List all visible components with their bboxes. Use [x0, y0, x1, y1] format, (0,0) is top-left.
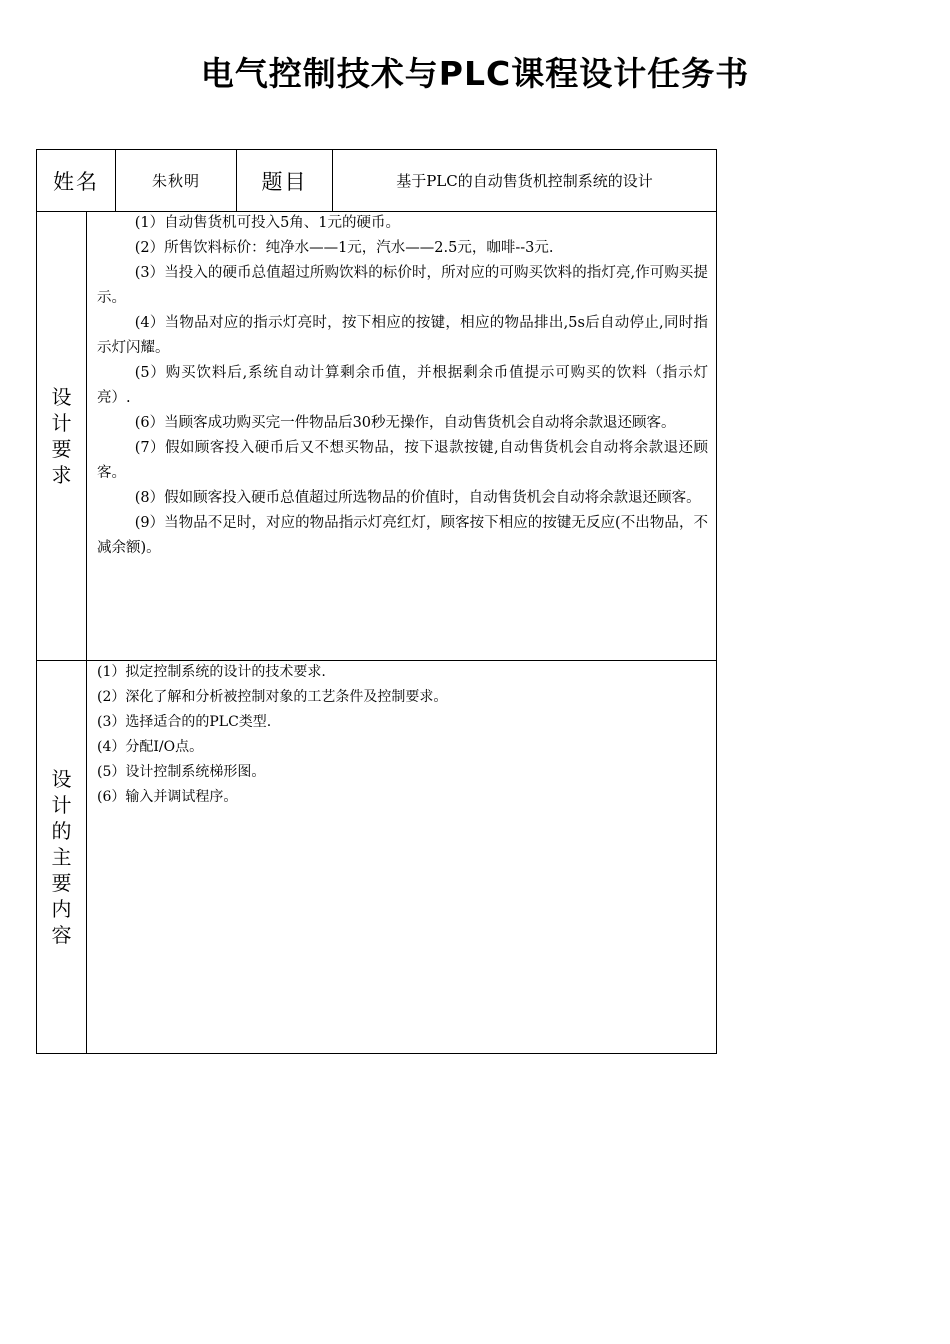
- content-item: (1）拟定控制系统的设计的技术要求.: [97, 664, 326, 680]
- name-value: 朱秋明: [116, 150, 237, 211]
- requirement-item: (5）购买饮料后,系统自动计算剩余币值，并根据剩余币值提示可购买的饮料（指示灯亮）.: [97, 365, 708, 406]
- content-item: (5）设计控制系统梯形图。: [97, 764, 266, 780]
- requirement-item: (3）当投入的硬币总值超过所购饮料的标价时，所对应的可购买饮料的指灯亮,作可购买提示。: [97, 265, 708, 306]
- requirement-item: (6）当顾客成功购买完一件物品后30秒无操作，自动售货机会自动将余款退还顾客。: [134, 415, 676, 431]
- document-title: 电气控制技术与PLC课程设计任务书: [200, 54, 750, 93]
- requirements-list: [97, 211, 708, 561]
- main-content-row: [37, 660, 716, 1053]
- requirements-label-cell: [37, 211, 87, 660]
- requirement-item: (4）当物品对应的指示灯亮时，按下相应的按键，相应的物品排出,5s后自动停止,同时指示灯闪耀。: [97, 315, 708, 356]
- task-form-table: [36, 149, 717, 1054]
- main-content-label: 设计的主要内容: [51, 766, 72, 947]
- main-content-list: [97, 660, 708, 810]
- content-item: (2）深化了解和分析被控制对象的工艺条件及控制要求。: [97, 689, 448, 705]
- topic-value: 基于PLC的自动售货机控制系统的设计: [396, 172, 653, 190]
- requirement-item: (8）假如顾客投入硬币总值超过所选物品的价值时，自动售货机会自动将余款退还顾客。: [134, 490, 701, 506]
- content-item: (4）分配I/O点。: [97, 739, 204, 755]
- requirement-item: (9）当物品不足时，对应的物品指示灯亮红灯，顾客按下相应的按键无反应(不出物品，不减余额)。: [97, 515, 708, 556]
- requirement-item: (1）自动售货机可投入5角、1元的硬币。: [134, 215, 401, 231]
- topic-label: 题目: [237, 150, 333, 211]
- main-content-label-cell: [37, 660, 87, 1053]
- requirements-row: [37, 211, 716, 661]
- requirement-item: (7）假如顾客投入硬币后又不想买物品，按下退款按键,自动售货机会自动将余款退还顾客。: [97, 440, 708, 481]
- requirements-label: 设计要求: [51, 384, 72, 487]
- name-label: 姓名: [37, 150, 116, 211]
- content-item: (3）选择适合的的PLC类型.: [97, 714, 272, 730]
- header-row: [37, 150, 716, 212]
- requirement-item: (2）所售饮料标价：纯净水——1元，汽水——2.5元，咖啡--3元.: [134, 240, 554, 256]
- content-item: (6）输入并调试程序。: [97, 789, 238, 805]
